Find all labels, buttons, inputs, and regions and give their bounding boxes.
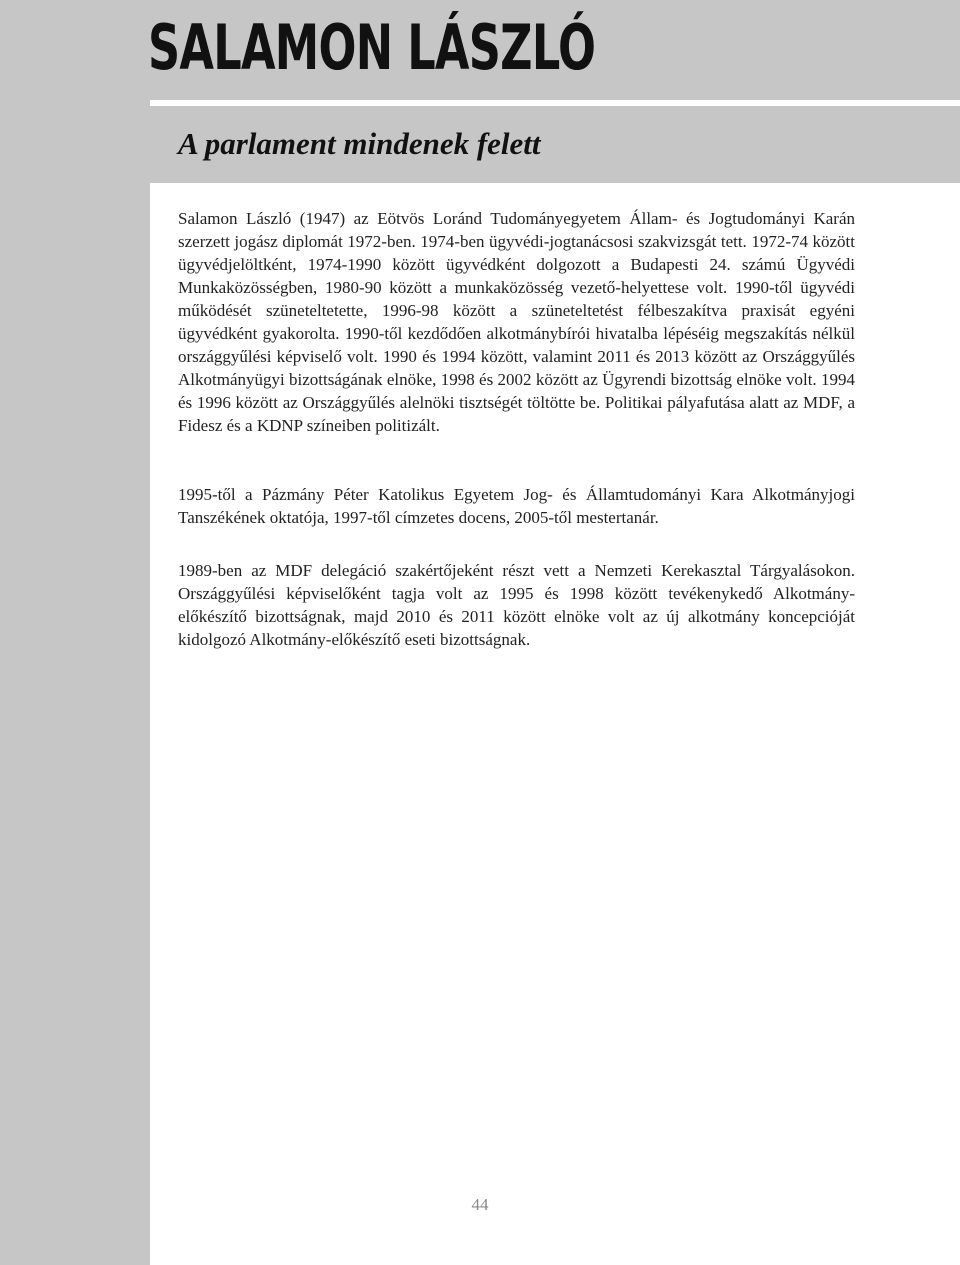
author-name: SALAMON LÁSZLÓ: [148, 11, 596, 84]
title-rule: [150, 100, 960, 106]
left-gray-band: [0, 0, 150, 1265]
page-number: 44: [471, 1195, 489, 1214]
bio-paragraph-constitution: 1989-ben az MDF delegáció szakértőjeként részt vett a Nemzeti Kerekasztal Tárgyalásokon. Országgyűlési képviselőként tagja volt az 1995 és 1998 között tevékenykedő Alkotmány-előkészítő bizottságnak, majd 2010 és 2011 között elnöke volt az új alkotmány koncepcióját kidolgozó Alkotmány-előkészítő eseti bizottságnak.: [178, 561, 855, 649]
article-subtitle: A parlament mindenek felett: [178, 126, 541, 161]
bio-paragraph-teaching: 1995-től a Pázmány Péter Katolikus Egyetem Jog- és Államtudományi Kara Alkotmányjogi Tanszékének oktatója, 1997-től címzetes docens, 2005-től mestertanár.: [178, 485, 855, 527]
bio-paragraph-career: Salamon László (1947) az Eötvös Loránd Tudományegyetem Állam- és Jogtudományi Karán szerzett jogász diplomát 1972-ben. 1974-ben ügyvédi-jogtanácsosi szakvizsgát tett. 1972-74 között ügyvédjelöltként, 1974-1990 között ügyvédként dolgozott a Budapesti 24. számú Ügyvédi Munkaközösségben, 1980-90 között a munkaközösség vezető-helyettese volt. 1990-től ügyvédi működését szüneteltetette, 1996-98 között a szüneteltetést félbeszakítva praxisát egyéni ügyvédként gyakorolta. 1990-től kezdődően alkotmánybírói hivatalba lépéséig megszakítás nélkül országgyűlési képviselő volt. 1990 és 1994 között, valamint 2011 és 2013 között az Országgyűlés Alkotmányügyi bizottságának elnöke, 1998 és 2002 között az Ügyrendi bizottság elnöke volt. 1994 és 1996 között az Országgyűlés alelnöki tisztségét töltötte be. Politikai pályafutása alatt az MDF, a Fidesz és a KDNP színeiben politizált.: [178, 209, 855, 435]
